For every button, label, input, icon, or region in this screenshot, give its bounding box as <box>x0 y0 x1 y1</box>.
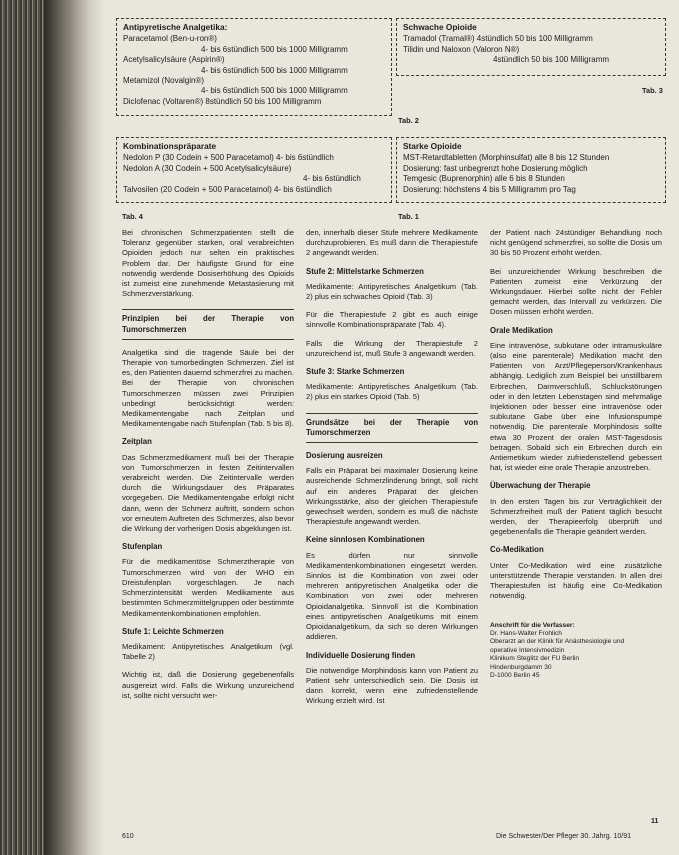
table-line: 4- bis 6stündlich 500 bis 1000 Milligramm <box>201 65 348 75</box>
address-title: Anschrift für die Verfasser: <box>490 621 575 629</box>
table-strong-opioids <box>396 137 666 203</box>
subheading: Dosierung ausreizen <box>306 451 383 461</box>
address-line: Klinikum Steglitz der FU Berlin <box>490 655 580 663</box>
table-line: Dosierung: fast unbegrenzt hohe Dosierung möglich <box>403 163 588 173</box>
paragraph: Wichtig ist, daß die Dosierung gegebenenfalls ausgereizt wird. Falls die Wirkung unzureichend ist, sollte nicht versucht wer- <box>122 670 294 700</box>
table-combination-preparations <box>116 137 392 203</box>
paragraph: Medikamente: Antipyretisches Analgetikum (Tab. 2) plus ein schwaches Opioid (Tab. 3) <box>306 281 478 302</box>
caption-tab3: Tab. 3 <box>642 86 663 95</box>
author-address <box>490 622 662 681</box>
table-weak-opioids <box>396 18 666 76</box>
paragraph: Es dürfen nur sinnvolle Medikamentenkombinationen eingesetzt werden. Sinnlos ist die Kombination von zwei oder mehreren antipyretischen Analgetika oder die Kombination von zwei oder mehreren Opioidanalgetika. Sinnvoll ist die Kombination eines antipyretischen Analgetikums mit einem Opioidanalgetikum, da sich so deren Wirkungen addieren. <box>306 550 478 642</box>
paragraph: Analgetika sind die tragende Säule bei der Therapie von tumorbedingten Schmerzen. Ziel ist es, den Patienten dauernd schmerzfrei zu machen. Bei der Therapie von chronischen Tumorschmerzen müssen zwei Prinzipien unbedingt berücksichtigt werden: Medikamentengabe nach Zeitplan und Medikamentengabe nach Stufenplan (Tab. 5 bis 8). <box>122 347 294 429</box>
table-line: Temgesic (Buprenorphin) alle 6 bis 8 Stunden <box>403 174 565 184</box>
table-line: Dosierung: höchstens 4 bis 5 Milligramm pro Tag <box>403 184 576 194</box>
subheading: Co-Medikation <box>490 545 544 555</box>
subheading: Stufe 3: Starke Schmerzen <box>306 367 405 377</box>
table-title: Antipyretische Analgetika: <box>123 22 228 32</box>
table-line: 4- bis 6stündlich <box>303 174 361 184</box>
text-column-2 <box>306 228 478 715</box>
paragraph: der Patient nach 24stündiger Behandlung noch nicht genügend schmerzfrei, so sollte die Dosis um 30 bis 50 Prozent erhöht werden. <box>490 228 662 258</box>
subheading: Zeitplan <box>122 437 152 447</box>
subheading: Individuelle Dosierung finden <box>306 650 416 660</box>
paragraph: Die notwendige Morphindosis kann von Patient zu Patient sehr unterschiedlich sein. Die Dosis ist dann korrekt, wenn eine zufriedenstellende Wirkung erzielt wird. Ist <box>306 665 478 706</box>
paragraph: Bei unzureichender Wirkung beschreiben die Patienten zumeist eine Verkürzung der Wirkungsdauer. Hierbei sollte nicht der Fehler gemacht werden, das Intervall zu verkürzen. Die Dosen müssen erhöht werden. <box>490 266 662 317</box>
paragraph: Bei chronischen Schmerzpatienten stellt die Toleranz gegenüber starken, oral verabreichten Opioiden jedoch nur selten ein praktisches Problem dar. Der häufigste Grund für eine notwendig werdende Dosiserhöhung des Opioids ist zumeist eine zunehmende Metastasierung mit Schmerzverstärkung. <box>122 228 294 299</box>
address-line: Oberarzt an der Klinik für Anästhesiologie und <box>490 638 625 646</box>
address-line: Dr. Hans-Walter Frohlich <box>490 629 562 637</box>
subheading: Überwachung der Therapie <box>490 481 591 491</box>
table-line: Metamizol (Novalgin®) <box>123 76 205 86</box>
table-line: 4- bis 6stündlich 500 bis 1000 Milligramm <box>201 44 348 54</box>
table-line: MST-Retardtabletten (Morphinsulfat) alle 8 bis 12 Stunden <box>403 153 610 163</box>
table-title: Schwache Opioide <box>403 22 477 32</box>
table-line: Diclofenac (Voltaren®) 8stündlich 50 bis 100 Milligramm <box>123 96 322 106</box>
journal-footer: Die Schwester/Der Pfleger 30. Jahrg. 10/91 <box>496 833 632 840</box>
caption-tab2: Tab. 2 <box>398 116 419 125</box>
caption-tab1: Tab. 1 <box>398 212 419 221</box>
paragraph: Das Schmerzmedikament muß bei der Therapie von Tumorschmerzen in festen Zeitintervallen verabreicht werden. Die Zeitintervalle werden durch die Wirkungsdauer des Präparates vorgegeben. Die Medikamentengabe erfolgt nicht dann, wenn der Schmerz auftritt, sondern schon vor erneutem Auftreten des Schmerzes, also bevor die Wirkung der vorherigen Dosis abgeklungen ist. <box>122 452 294 534</box>
table-antipyretic-analgesics <box>116 18 392 116</box>
subheading: Stufe 2: Mittelstarke Schmerzen <box>306 266 424 276</box>
paragraph: Falls die Wirkung der Therapiestufe 2 unzureichend ist, muß Stufe 3 angewandt werden. <box>306 338 478 358</box>
text-column-1 <box>122 228 294 709</box>
paragraph: Medikament: Antipyretisches Analgetikum (vgl. Tabelle 2) <box>122 641 294 662</box>
table-line: Acetylsalicylsäure (Aspirin®) <box>123 55 225 65</box>
paragraph: Medikamente: Antipyretisches Analgetikum (Tab. 2) plus ein starkes Opioid (Tab. 5) <box>306 382 478 402</box>
paragraph: Für die medikamentöse Schmerztherapie von Tumorschmerzen wird von der WHO ein Dreistufenplan vorgeschlagen. Je nach Schmerzintensität werden Medikamente aus bestimmten Schmerzmittelgruppen oder bestimmte Medikamentenkombinationen empfohlen. <box>122 557 294 618</box>
subheading: Keine sinnlosen Kombinationen <box>306 535 425 545</box>
subheading: Orale Medikation <box>490 325 553 335</box>
paragraph: Eine intravenöse, subkutane oder intramuskuläre (also eine parenterale) Medikation macht den Patienten von Arzt/Pflegeperson/Krankenhaus abhängig. Lediglich zum Beispiel bei unstillbarem Erbrechen, Darmverschluß, Schluckstörungen oder in den letzten Lebenstagen sind mehrmalige Injektionen oder besser eine intravenöse oder subkutane Gabe über eine Infusionspumpe notwendig. Die parenterale Morphindosis sollte etwa 30 Prozent der oralen MST-Tagesdosis betragen. Sobald sich ein Erbrechen durch ein Antiemetikum wieder zufriedenstellend gebessert hat, ist wieder eine orale Therapie anzustreben. <box>490 340 662 473</box>
page-mark: 11 <box>651 818 659 825</box>
section-heading: Prinzipien bei der Therapie von Tumorschmerzen <box>122 309 294 339</box>
book-page <box>44 0 679 855</box>
table-line: Nedolon A (30 Codein + 500 Acetylsalicylsäure) <box>123 163 292 173</box>
text-column-3 <box>490 228 662 680</box>
address-line: D-1000 Berlin 45 <box>490 671 540 679</box>
table-title: Kombinationspräparate <box>123 141 217 151</box>
address-line: operative Intensivmedizin <box>490 646 565 654</box>
book-page-edges <box>0 0 46 855</box>
table-line: Tramadol (Tramal®) 4stündlich 50 bis 100 Milligramm <box>403 34 593 44</box>
table-line: Nedolon P (30 Codein + 500 Paracetamol) 4- bis 6stündlich <box>123 153 334 163</box>
paragraph: den, innerhalb dieser Stufe mehrere Medikamente durchzuprobieren. Es muß dann die Therapiestufe 2 angewandt werden. <box>306 228 478 258</box>
table-line: 4stündlich 50 bis 100 Milligramm <box>493 55 610 65</box>
subheading: Stufenplan <box>122 542 163 552</box>
table-line: Talvosilen (20 Codein + 500 Paracetamol) 4- bis 6stündlich <box>123 184 332 194</box>
address-line: Hindenburgdamm 30 <box>490 663 552 671</box>
paragraph: Unter Co-Medikation wird eine zusätzliche unterstützende Therapie verstanden. In allen drei Therapiestufen ist häufig eine Co-Medikation notwendig. <box>490 560 662 601</box>
section-heading: Grundsätze bei der Therapie von Tumorschmerzen <box>306 413 478 443</box>
caption-tab4: Tab. 4 <box>122 212 143 221</box>
table-line: 4- bis 6stündlich 500 bis 1000 Milligramm <box>201 86 348 96</box>
table-line: Tilidin und Naloxon (Valoron N®) <box>403 44 520 54</box>
book-spine-shadow <box>44 0 104 855</box>
paragraph: In den ersten Tagen bis zur Verträglichkeit der Schmerzfreiheit muß der Patient täglich besucht werden, der Therapieerfolg überprüft und gegebenenfalls die Therapie geändert werden. <box>490 496 662 537</box>
table-line: Paracetamol (Ben-u-ron®) <box>123 34 217 44</box>
subheading: Stufe 1: Leichte Schmerzen <box>122 626 224 636</box>
paragraph: Für die Therapiestufe 2 gibt es auch einige sinnvolle Kombinationspräparate (Tab. 4). <box>306 310 478 330</box>
page-number: 610 <box>122 833 134 840</box>
table-title: Starke Opioide <box>403 141 462 151</box>
paragraph: Falls ein Präparat bei maximaler Dosierung keine ausreichende Schmerzlinderung bringt, soll nicht auf ein anderes Präparat der gleichen Wirkungsstärke, also der gleichen Therapiestufe gewechselt werden, sondern es muß die nächste Therapiestufe angewandt werden. <box>306 466 478 527</box>
